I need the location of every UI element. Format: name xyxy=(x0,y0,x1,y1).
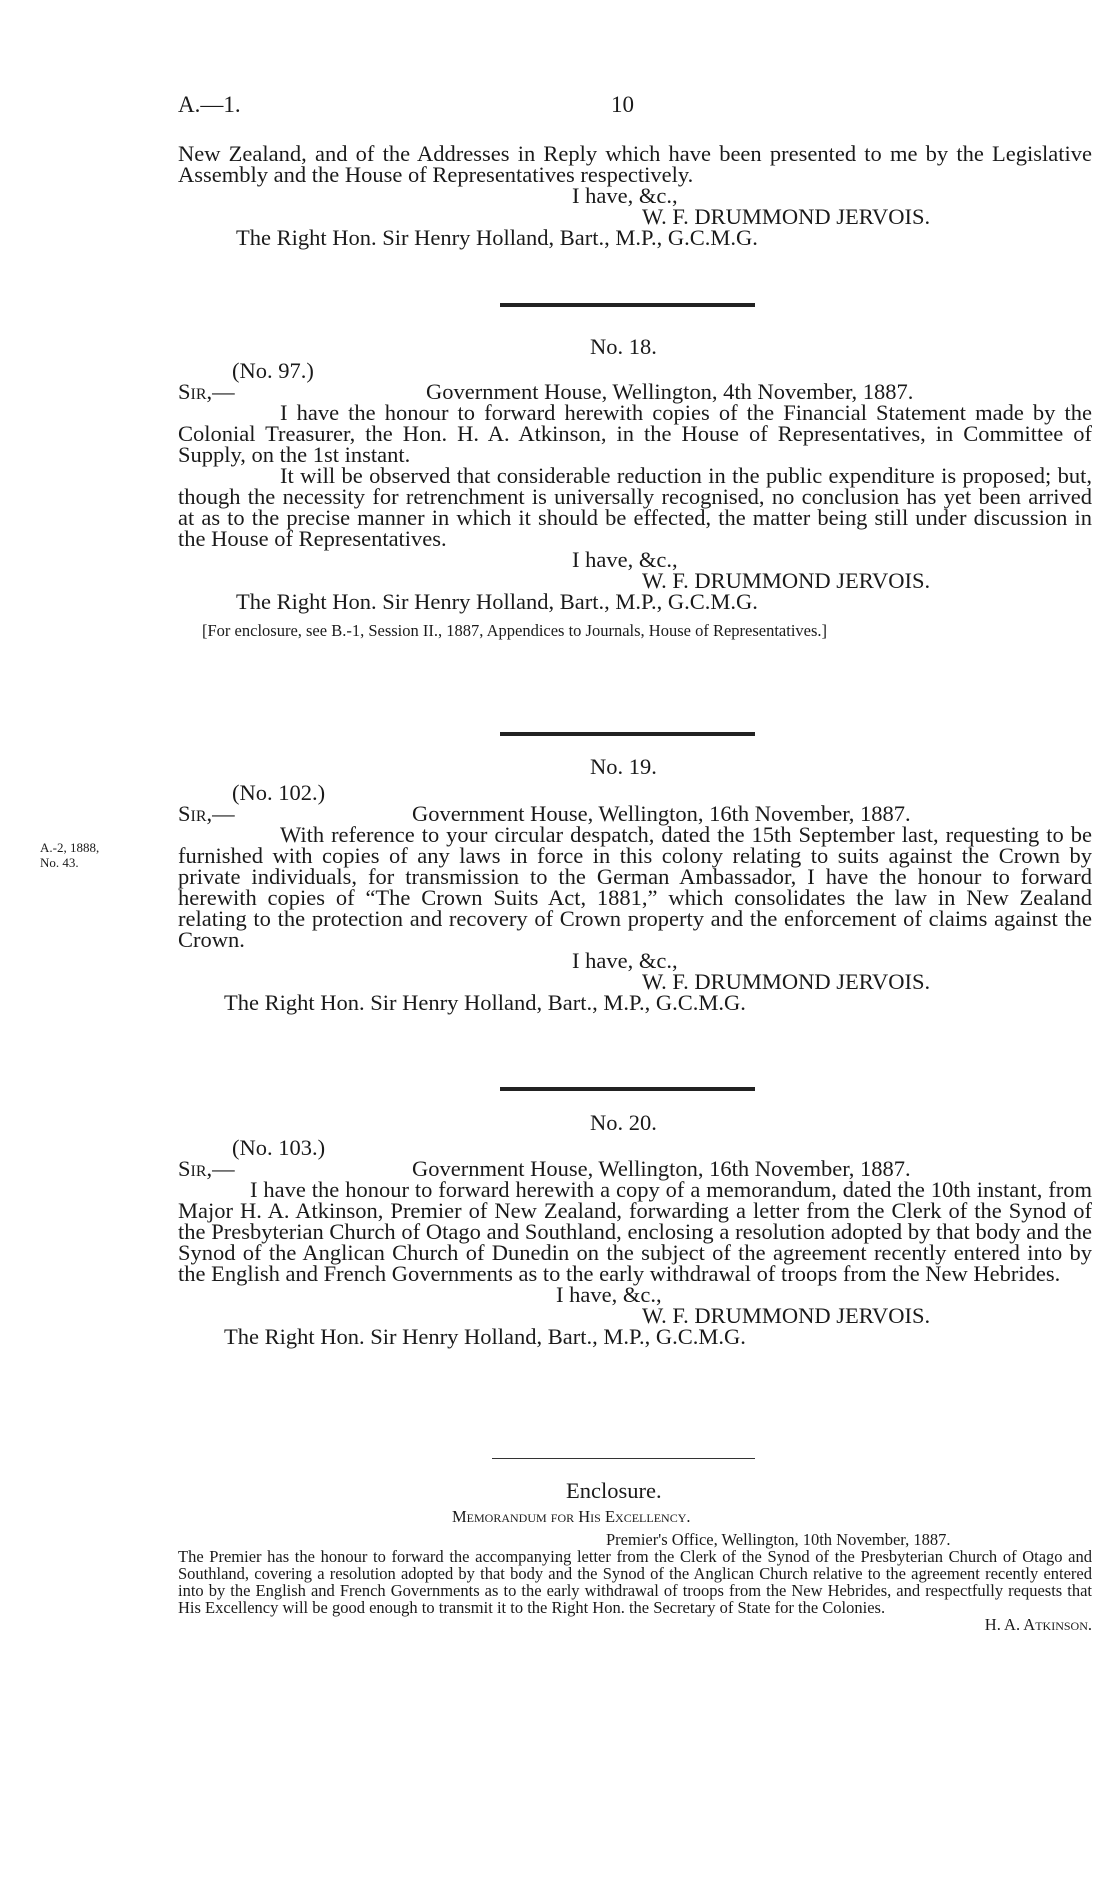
intro-addressee: The Right Hon. Sir Henry Holland, Bart., M.P., G.C.M.G. xyxy=(236,225,758,250)
letter-addressee: The Right Hon. Sir Henry Holland, Bart., M.P., G.C.M.G. xyxy=(236,589,758,614)
memo-title: Memorandum for His Excellency. xyxy=(452,1507,691,1526)
letter-18 xyxy=(178,360,1092,639)
letter-signature: W. F. DRUMMOND JERVOIS. xyxy=(642,1303,931,1328)
margin-note-line: No. 43. xyxy=(40,855,79,870)
letter-20 xyxy=(178,1137,1092,1347)
series-label: A.—1. xyxy=(178,92,241,117)
letter-heading: No. 18. xyxy=(590,334,657,359)
letter-paragraph: I have the honour to forward herewith a copy of a memorandum, dated the 10th instant, from Major H. A. Atkinson, Premier of New Zealand, forwarding a letter from the Clerk of the Synod of the Presbyterian Church of Otago and Southland, enclosing a resolution adopted by that body and the Synod of the Anglican Church of Dunedin on the subject of the agreement recently entered into by the English and French Governments as to the early withdrawal of troops from the New Hebrides. xyxy=(178,1177,1092,1286)
place-date: Government House, Wellington, 16th November, 1887. xyxy=(412,801,911,826)
memo-signature: H. A. Atkinson. xyxy=(984,1615,1092,1634)
letter-paragraph: With reference to your circular despatch, dated the 15th September last, requesting to be furnished with copies of any laws in force in this colony relating to suits against the Crown by private individuals, for transmission to the German Ambassador, I have the honour to forward herewith copies of “The Crown Suits Act, 1881,” which consolidates the law in New Zealand relating to the protection and recovery of Crown property and the enforcement of claims against the Crown. xyxy=(178,822,1092,952)
salutation: Sir,— xyxy=(178,801,235,826)
memo-text: The Premier has the honour to forward the accompanying letter from the Clerk of the Synod of the Presbyterian Church of Otago and Southland, covering a resolution adopted by that body and the Synod of the Anglican Church relative to the agreement recently entered into by the English and French Governments as to the early withdrawal of troops from the New Hebrides, and respectfully requests that His Excellency will be good enough to transmit it to the Right Hon. the Secretary of State for the Colonies. xyxy=(178,1547,1092,1617)
letter-ref: (No. 97.) xyxy=(232,358,314,383)
letter-closing: I have, &c., xyxy=(556,1282,662,1307)
salutation: Sir,— xyxy=(178,379,235,404)
letter-19 xyxy=(178,782,1092,1013)
place-date: Government House, Wellington, 16th November, 1887. xyxy=(412,1156,911,1181)
letter-signature: W. F. DRUMMOND JERVOIS. xyxy=(642,969,931,994)
place-date: Government House, Wellington, 4th November, 1887. xyxy=(426,379,914,404)
intro-section xyxy=(178,143,1092,248)
intro-paragraph: New Zealand, and of the Addresses in Reply which have been presented to me by the Legislative Assembly and the House of Representatives respectively. xyxy=(178,141,1092,187)
enclosure-note: [For enclosure, see B.-1, Session II., 1887, Appendices to Journals, House of Representatives.] xyxy=(202,621,828,640)
letter-ref: (No. 102.) xyxy=(232,780,326,805)
letter-addressee: The Right Hon. Sir Henry Holland, Bart., M.P., G.C.M.G. xyxy=(224,990,746,1015)
intro-closing: I have, &c., xyxy=(572,183,678,208)
letter-paragraph: I have the honour to forward herewith copies of the Financial Statement made by the Colonial Treasurer, the Hon. H. A. Atkinson, in the House of Representatives, in Committee of Supply, on the 1st instant. xyxy=(178,400,1092,467)
enclosure-rule xyxy=(492,1458,755,1459)
letter-closing: I have, &c., xyxy=(572,547,678,572)
letter-ref: (No. 103.) xyxy=(232,1135,326,1160)
letter-signature: W. F. DRUMMOND JERVOIS. xyxy=(642,568,931,593)
margin-note-line: A.-2, 1888, xyxy=(40,840,100,855)
salutation: Sir,— xyxy=(178,1156,235,1181)
intro-signature: W. F. DRUMMOND JERVOIS. xyxy=(642,204,931,229)
letter-heading: No. 19. xyxy=(590,754,657,779)
letter-paragraph: It will be observed that considerable reduction in the public expenditure is proposed; but, though the necessity for retrenchment is universally recognised, no conclusion has yet been arrived at as to the precise manner in which it should be effected, the matter being still under discussion in the House of Representatives. xyxy=(178,463,1092,551)
memo-place-date: Premier's Office, Wellington, 10th November, 1887. xyxy=(606,1530,951,1549)
enclosure-section xyxy=(178,1508,1092,1633)
section-rule xyxy=(500,1087,755,1091)
section-rule xyxy=(500,303,755,307)
margin-note xyxy=(40,840,99,870)
letter-closing: I have, &c., xyxy=(572,948,678,973)
letter-heading: No. 20. xyxy=(590,1110,657,1135)
page-number: 10 xyxy=(611,92,634,117)
enclosure-heading: Enclosure. xyxy=(566,1478,662,1503)
section-rule xyxy=(500,732,755,736)
letter-addressee: The Right Hon. Sir Henry Holland, Bart., M.P., G.C.M.G. xyxy=(224,1324,746,1349)
